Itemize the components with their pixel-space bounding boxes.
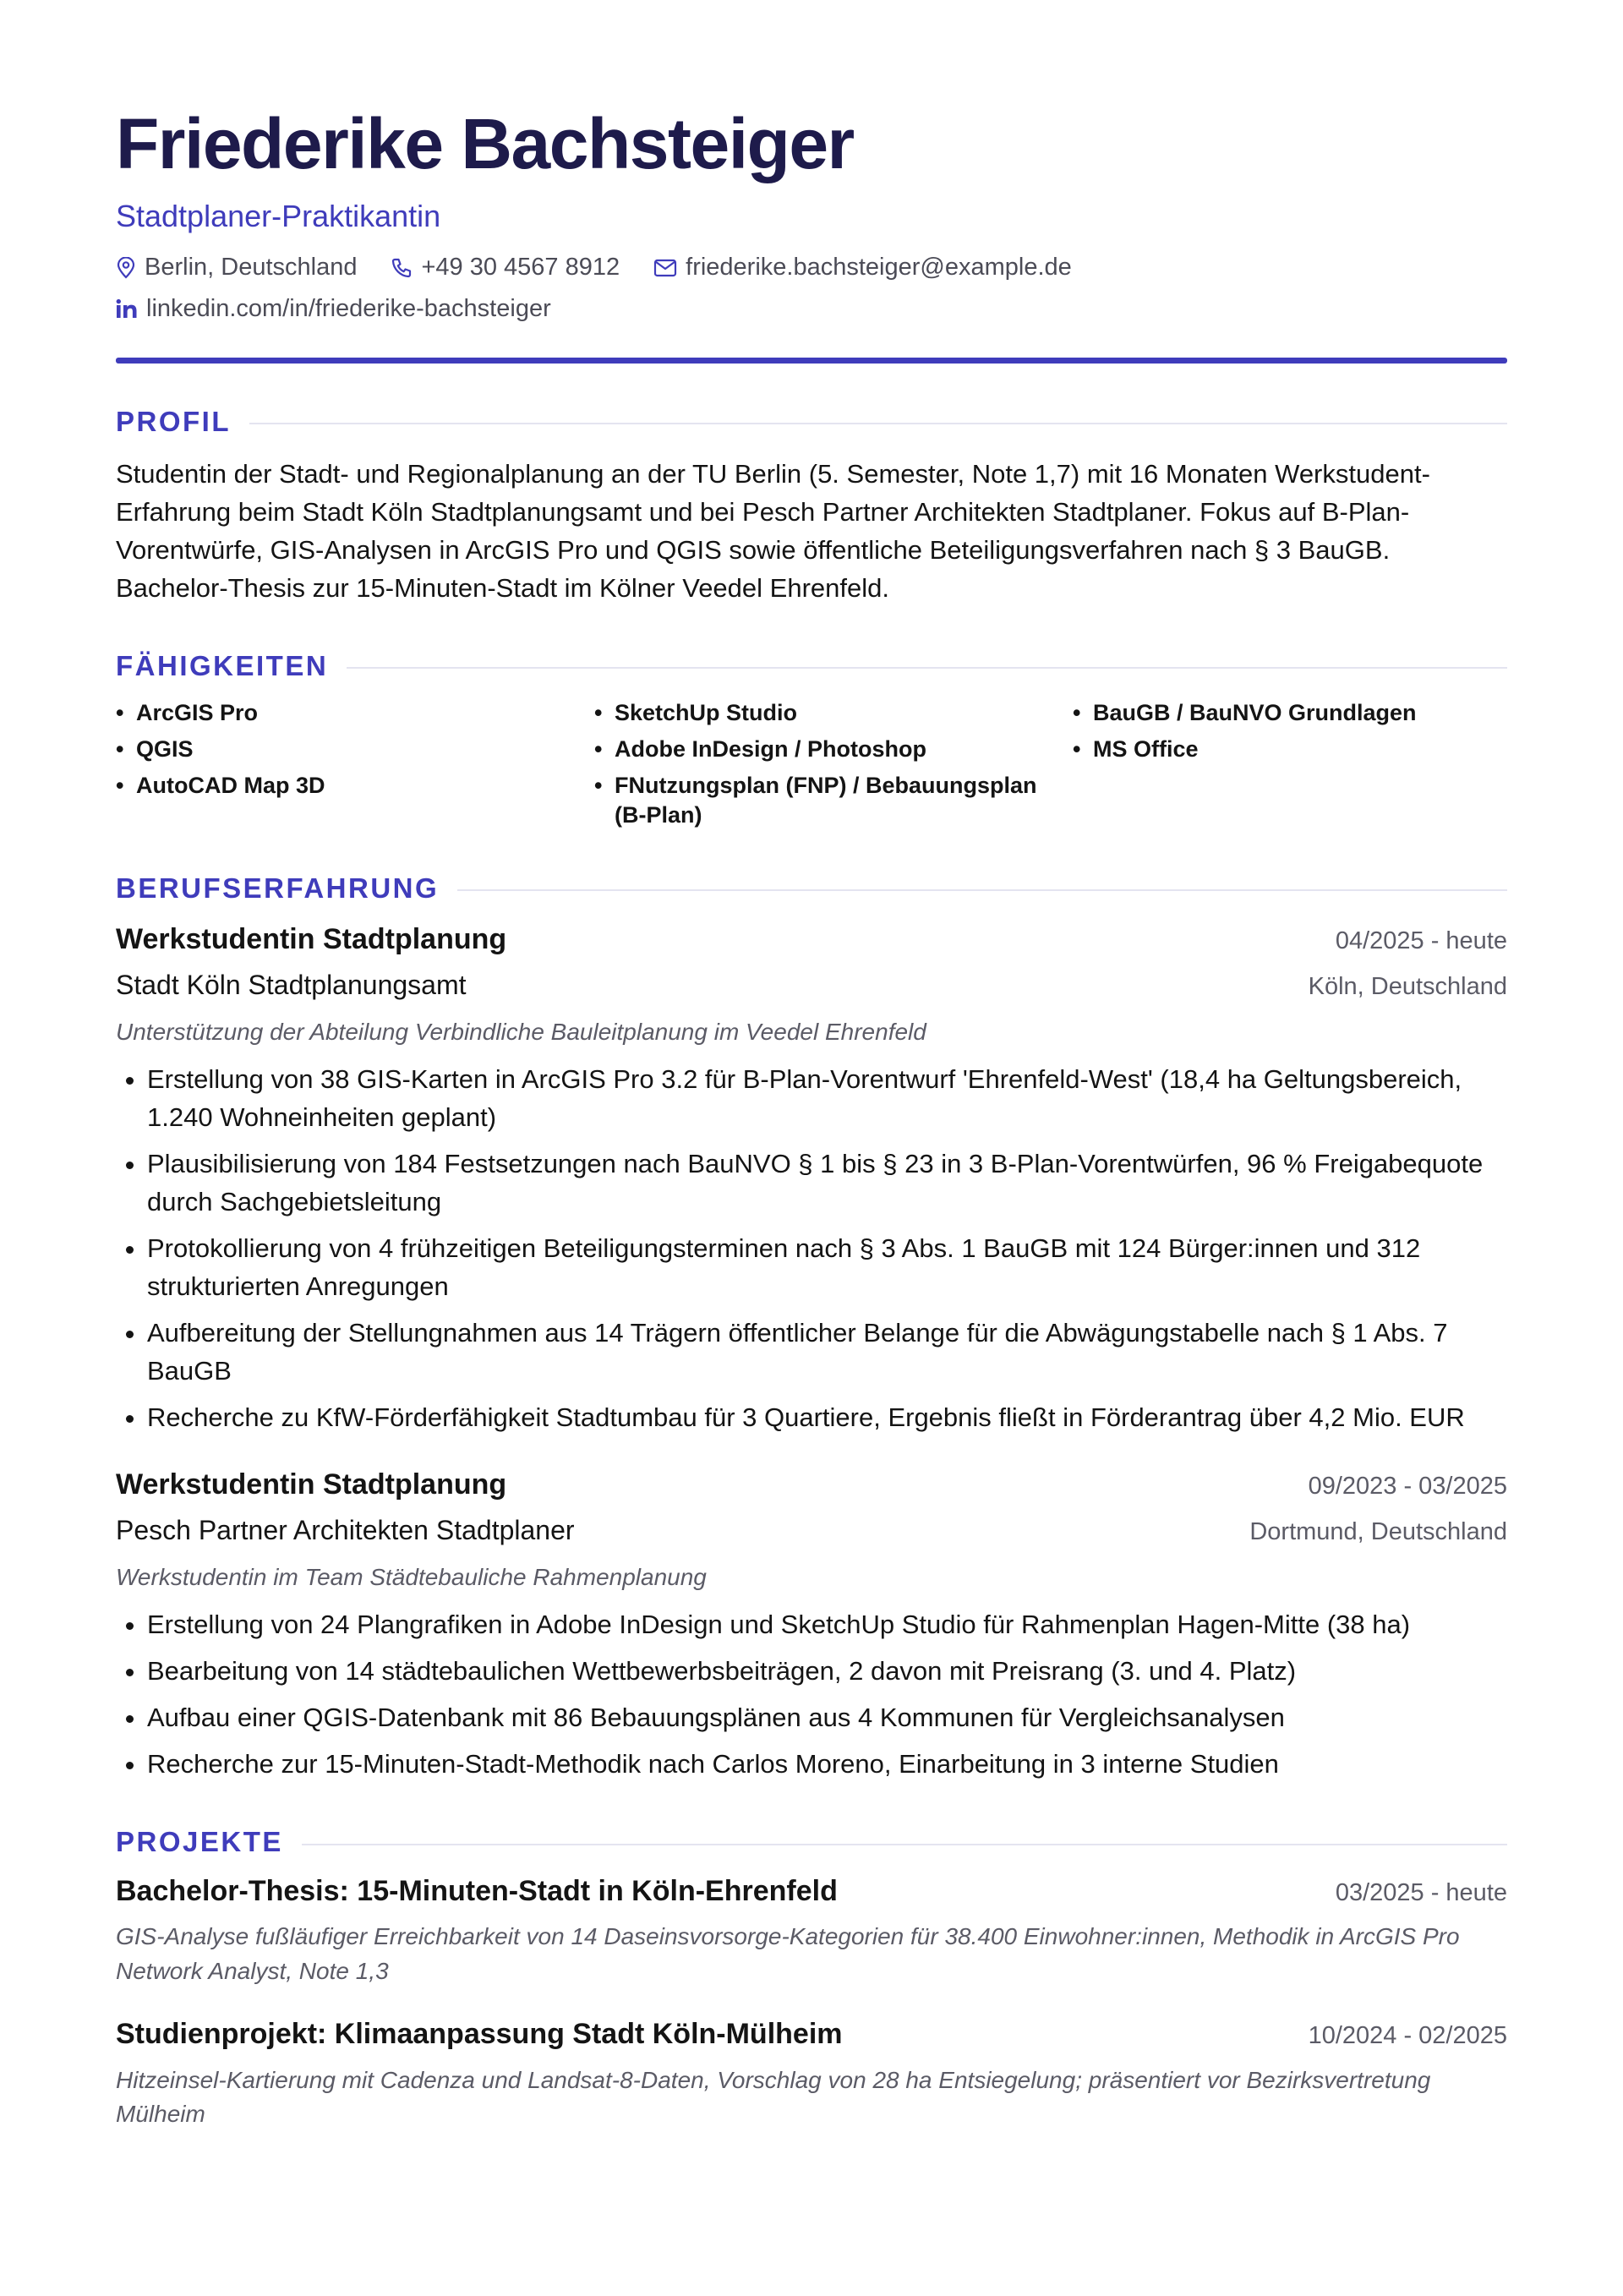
job-date: 09/2023 - 03/2025 — [1308, 1472, 1507, 1500]
skills-column — [116, 698, 594, 830]
job-date: 04/2025 - heute — [1335, 927, 1507, 954]
job-company: Pesch Partner Architekten Stadtplaner — [116, 1515, 575, 1545]
project-date: 10/2024 - 02/2025 — [1308, 2022, 1507, 2050]
experience-entry — [116, 921, 1507, 1437]
contact-location — [116, 253, 357, 282]
skills-grid — [116, 698, 1507, 830]
bullet-item: • Erstellung von 38 GIS-Karten in ArcGIS Pro 3.2 für B-Plan-Vorentwurf 'Ehrenfeld-West' (18,4 ha Geltungsbereich, 1.240 Wohneinheiten geplant) — [147, 1061, 1507, 1137]
map-pin-icon — [116, 257, 136, 279]
skill-item: • BauGB / BauNVO Grundlagen — [1073, 699, 1417, 725]
bullet-item: • Recherche zur 15-Minuten-Stadt-Methodik nach Carlos Moreno, Einarbeitung in 3 interne Studien — [147, 1746, 1507, 1784]
section-header — [116, 1828, 1507, 1856]
project-description: GIS-Analyse fußläufiger Erreichbarkeit von 14 Daseinsvorsorge-Kategorien für 38.400 Einwohner:innen, Methodik in ArcGIS Pro Network Analyst, Note 1,3 — [116, 1923, 1460, 1984]
job-bullets — [116, 1061, 1507, 1436]
linkedin-icon — [116, 298, 138, 319]
skill-item: • MS Office — [1073, 735, 1199, 762]
phone-icon — [391, 257, 413, 279]
bullet-item: • Protokollierung von 4 frühzeitigen Beteiligungsterminen nach § 3 Abs. 1 BauGB mit 124 Bürger:innen und 312 strukturierten Anregungen — [147, 1230, 1507, 1306]
bullet-item: • Erstellung von 24 Plangrafiken in Adobe InDesign und SketchUp Studio für Rahmenplan Hagen-Mitte (38 ha) — [147, 1606, 1507, 1644]
skill-item: • SketchUp Studio — [594, 699, 798, 725]
skills-column — [1073, 698, 1507, 830]
job-title: Werkstudentin Stadtplanung — [116, 1468, 507, 1501]
contact-email[interactable] — [653, 253, 1072, 282]
candidate-title: Stadtplaner-Praktikantin — [116, 199, 441, 233]
project-entry — [116, 2015, 1507, 2131]
experience-entry — [116, 1466, 1507, 1784]
linkedin-text: linkedin.com/in/friederike-bachsteiger — [146, 294, 551, 322]
project-title: Studienprojekt: Klimaanpassung Stadt Köln-Mülheim — [116, 2018, 843, 2051]
header — [116, 104, 1507, 364]
skill-item: • QGIS — [116, 735, 194, 762]
section-header — [116, 407, 1507, 435]
mail-icon — [653, 259, 677, 277]
section-divider — [302, 1844, 1507, 1845]
bullet-item: • Aufbau einer QGIS-Datenbank mit 86 Bebauungsplänen aus 4 Kommunen für Vergleichsanalysen — [147, 1699, 1507, 1737]
bullet-item: • Plausibilisierung von 184 Festsetzungen nach BauNVO § 1 bis § 23 in 3 B-Plan-Vorentwürfen, 96 % Freigabequote durch Sachgebietsleitung — [147, 1145, 1507, 1222]
project-title: Bachelor-Thesis: 15-Minuten-Stadt in Köln-Ehrenfeld — [116, 1875, 838, 1908]
job-location: Dortmund, Deutschland — [1249, 1518, 1507, 1545]
location-text: Berlin, Deutschland — [145, 254, 358, 282]
contact-phone[interactable] — [391, 253, 620, 282]
candidate-name: Friederike Bachsteiger — [116, 104, 854, 183]
section-divider — [347, 667, 1507, 669]
job-description: Unterstützung der Abteilung Verbindliche Bauleitplanung im Veedel Ehrenfeld — [116, 1018, 926, 1045]
skill-item: • Adobe InDesign / Photoshop — [594, 735, 926, 762]
bullet-item: • Recherche zu KfW-Förderfähigkeit Stadtumbau für 3 Quartiere, Ergebnis fließt in Förderantrag über 4,2 Mio. EUR — [147, 1399, 1507, 1437]
bullet-item: • Aufbereitung der Stellungnahmen aus 14 Trägern öffentlicher Belange für die Abwägungstabelle nach § 1 Abs. 7 BauGB — [147, 1315, 1507, 1391]
job-company: Stadt Köln Stadtplanungsamt — [116, 970, 467, 1001]
job-location: Köln, Deutschland — [1308, 973, 1507, 1001]
contact-linkedin[interactable] — [116, 294, 551, 324]
profile-section — [116, 407, 1507, 608]
skills-heading: FÄHIGKEITEN — [116, 649, 329, 681]
experience-heading: BERUFSERFAHRUNG — [116, 872, 440, 904]
section-divider — [249, 423, 1507, 424]
skills-section — [116, 649, 1507, 830]
bullet-item: • Bearbeitung von 14 städtebaulichen Wettbewerbsbeiträgen, 2 davon mit Preisrang (3. und 4. Platz) — [147, 1653, 1507, 1691]
contact-row — [116, 253, 1507, 282]
section-divider — [457, 889, 1507, 891]
projects-section — [116, 1828, 1507, 2132]
job-title: Werkstudentin Stadtplanung — [116, 922, 507, 955]
job-bullets — [116, 1606, 1507, 1784]
project-description: Hitzeinsel-Kartierung mit Cadenza und Landsat-8-Daten, Vorschlag von 28 ha Entsiegelung; präsentiert vor Bezirksvertretung Mülheim — [116, 2066, 1431, 2128]
job-description: Werkstudentin im Team Städtebauliche Rahmenplanung — [116, 1563, 707, 1590]
projects-heading: PROJEKTE — [116, 1826, 283, 1858]
phone-text: +49 30 4567 8912 — [421, 254, 620, 282]
skill-item: • FNutzungsplan (FNP) / Bebauungsplan (B-Plan) — [594, 772, 1037, 828]
profile-heading: PROFIL — [116, 405, 231, 437]
skill-item: • ArcGIS Pro — [116, 699, 259, 725]
header-divider — [116, 358, 1507, 364]
project-date: 03/2025 - heute — [1335, 1879, 1507, 1907]
section-header — [116, 649, 1507, 681]
skill-item: • AutoCAD Map 3D — [116, 772, 325, 798]
email-text: friederike.bachsteiger@example.de — [686, 254, 1072, 282]
profile-text: Studentin der Stadt- und Regionalplanung an der TU Berlin (5. Semester, Note 1,7) mit 16 Monaten Werkstudent-Erfahrung beim Stadt Köln Stadtplanungsamt und bei Pesch Partner Architekten Stadtplaner. Fokus auf B-Plan-Vorentwürfe, GIS-Analysen in ArcGIS Pro und QGIS sowie öffentliche Beteiligungsverfahren nach § 3 BauGB. Bachelor-Thesis zur 15-Minuten-Stadt im Kölner Veedel Ehrenfeld. — [116, 458, 1430, 603]
skills-column — [594, 698, 1073, 830]
contact-row-2 — [116, 294, 1507, 324]
project-entry — [116, 1872, 1507, 1988]
section-header — [116, 874, 1507, 902]
experience-section — [116, 874, 1507, 1784]
